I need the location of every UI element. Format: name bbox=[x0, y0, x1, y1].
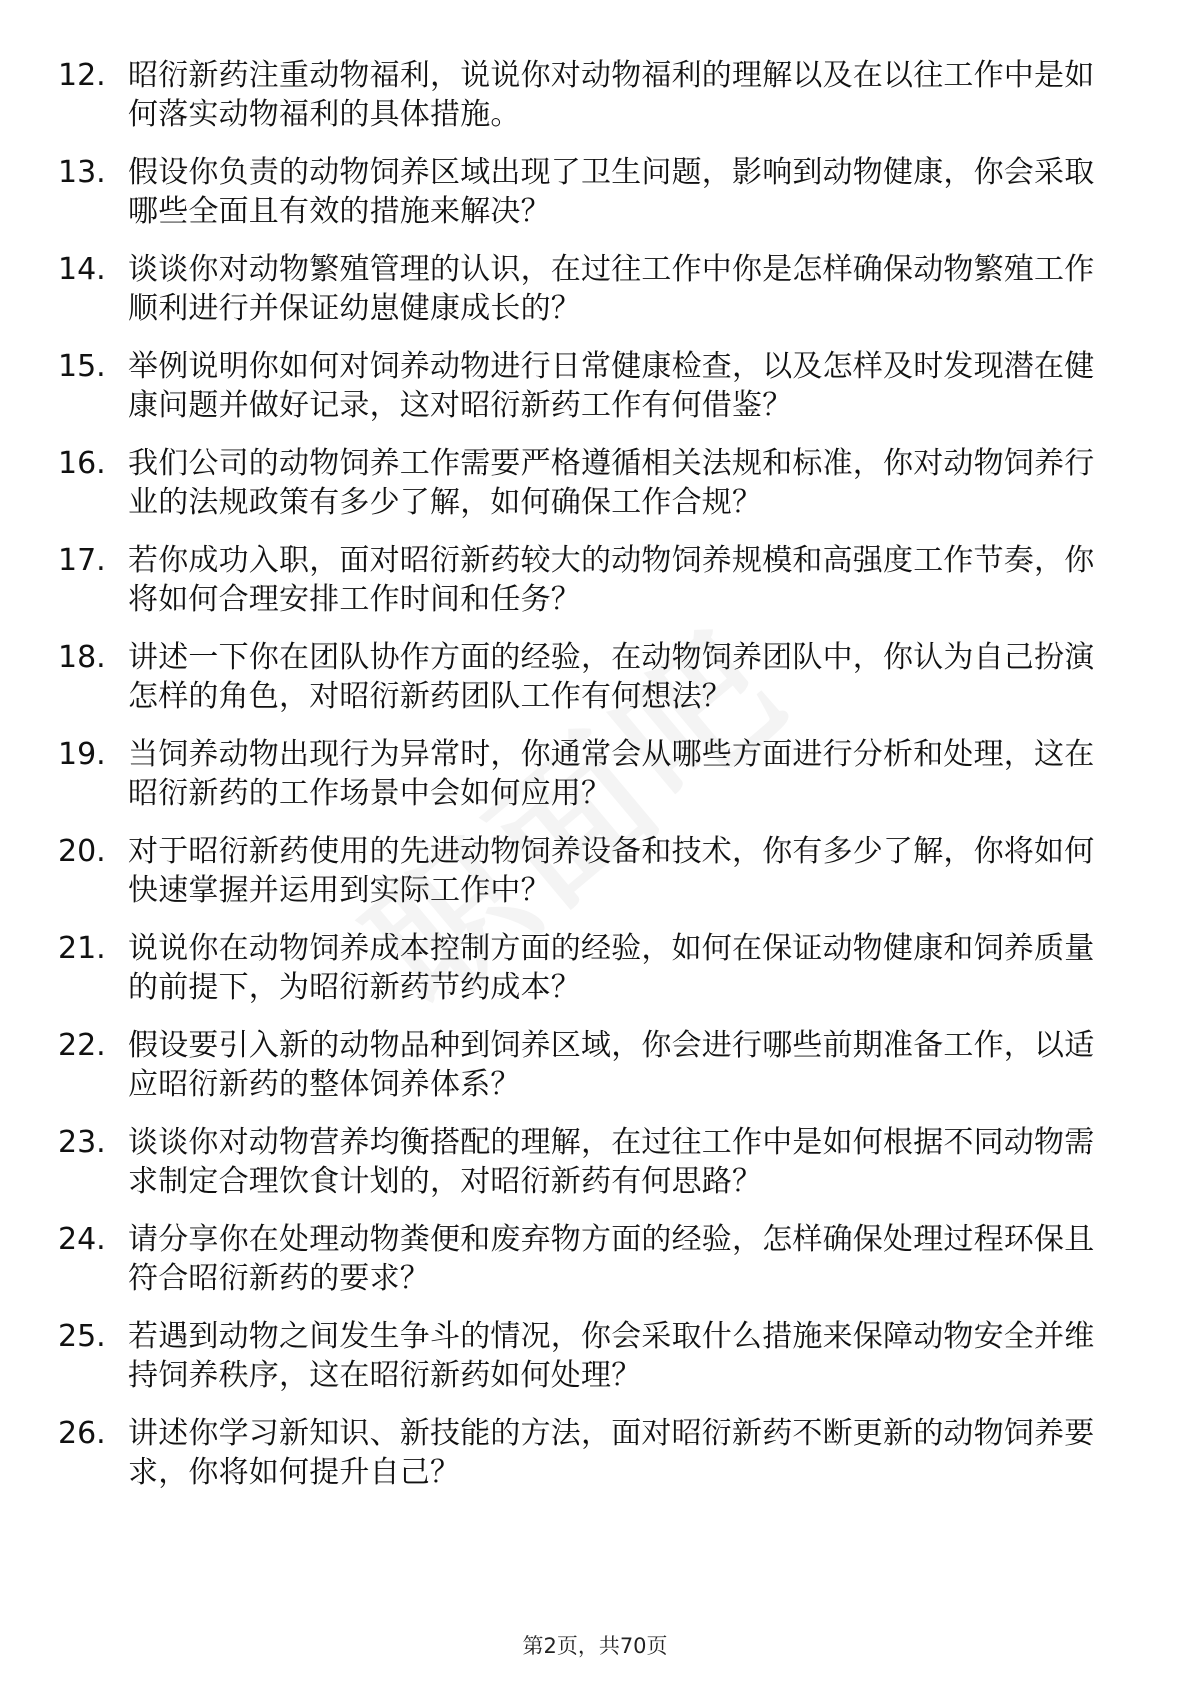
question-text: 说说你在动物饲养成本控制方面的经验，如何在保证动物健康和饲养质量的前提下，为昭衍新药节约成本？ bbox=[128, 931, 1095, 1005]
question-number: 22. bbox=[58, 1028, 106, 1063]
question-text: 讲述你学习新知识、新技能的方法，面对昭衍新药不断更新的动物饲养要求，你将如何提升自己？ bbox=[128, 1416, 1095, 1490]
question-item bbox=[58, 250, 1118, 336]
question-item bbox=[58, 832, 1118, 918]
question-number: 23. bbox=[58, 1125, 106, 1160]
question-number: 18. bbox=[58, 640, 106, 675]
question-text: 谈谈你对动物繁殖管理的认识，在过往工作中你是怎样确保动物繁殖工作顺利进行并保证幼崽健康成长的？ bbox=[128, 252, 1095, 326]
question-text: 对于昭衍新药使用的先进动物饲养设备和技术，你有多少了解，你将如何快速掌握并运用到实际工作中？ bbox=[128, 834, 1095, 908]
question-item bbox=[58, 638, 1118, 724]
question-text: 若你成功入职，面对昭衍新药较大的动物饲养规模和高强度工作节奏，你将如何合理安排工作时间和任务？ bbox=[128, 543, 1095, 617]
question-number: 21. bbox=[58, 931, 106, 966]
question-item bbox=[58, 929, 1118, 1015]
question-text: 请分享你在处理动物粪便和废弃物方面的经验，怎样确保处理过程环保且符合昭衍新药的要求？ bbox=[128, 1222, 1095, 1296]
question-item bbox=[58, 347, 1118, 433]
question-number: 25. bbox=[58, 1319, 106, 1354]
question-number: 17. bbox=[58, 543, 106, 578]
question-number: 16. bbox=[58, 446, 106, 481]
question-number: 24. bbox=[58, 1222, 106, 1257]
question-item bbox=[58, 1123, 1118, 1209]
question-text: 讲述一下你在团队协作方面的经验，在动物饲养团队中，你认为自己扮演怎样的角色，对昭衍新药团队工作有何想法？ bbox=[128, 640, 1095, 714]
question-item bbox=[58, 1414, 1118, 1500]
question-text: 我们公司的动物饲养工作需要严格遵循相关法规和标准，你对动物饲养行业的法规政策有多少了解，如何确保工作合规？ bbox=[128, 446, 1095, 520]
question-text: 举例说明你如何对饲养动物进行日常健康检查，以及怎样及时发现潜在健康问题并做好记录，这对昭衍新药工作有何借鉴？ bbox=[128, 349, 1095, 423]
question-item bbox=[58, 1220, 1118, 1306]
question-text: 若遇到动物之间发生争斗的情况，你会采取什么措施来保障动物安全并维持饲养秩序，这在昭衍新药如何处理？ bbox=[128, 1319, 1095, 1393]
question-number: 12. bbox=[58, 58, 106, 93]
question-text: 昭衍新药注重动物福利，说说你对动物福利的理解以及在以往工作中是如何落实动物福利的具体措施。 bbox=[128, 58, 1095, 132]
question-item bbox=[58, 56, 1118, 142]
question-item bbox=[58, 153, 1118, 239]
question-item bbox=[58, 1317, 1118, 1403]
question-number: 13. bbox=[58, 155, 106, 190]
question-text: 假设要引入新的动物品种到饲养区域，你会进行哪些前期准备工作，以适应昭衍新药的整体饲养体系？ bbox=[128, 1028, 1095, 1102]
question-number: 19. bbox=[58, 737, 106, 772]
question-number: 15. bbox=[58, 349, 106, 384]
question-item bbox=[58, 1026, 1118, 1112]
question-item bbox=[58, 735, 1118, 821]
question-number: 26. bbox=[58, 1416, 106, 1451]
page-footer: 第2页，共70页 bbox=[522, 1634, 668, 1658]
question-list bbox=[58, 56, 1118, 1511]
question-number: 20. bbox=[58, 834, 106, 869]
question-text: 假设你负责的动物饲养区域出现了卫生问题，影响到动物健康，你会采取哪些全面且有效的措施来解决？ bbox=[128, 155, 1095, 229]
question-text: 谈谈你对动物营养均衡搭配的理解，在过往工作中是如何根据不同动物需求制定合理饮食计划的，对昭衍新药有何思路？ bbox=[128, 1125, 1095, 1199]
question-text: 当饲养动物出现行为异常时，你通常会从哪些方面进行分析和处理，这在昭衍新药的工作场景中会如何应用？ bbox=[128, 737, 1095, 811]
question-item bbox=[58, 541, 1118, 627]
question-number: 14. bbox=[58, 252, 106, 287]
question-item bbox=[58, 444, 1118, 530]
